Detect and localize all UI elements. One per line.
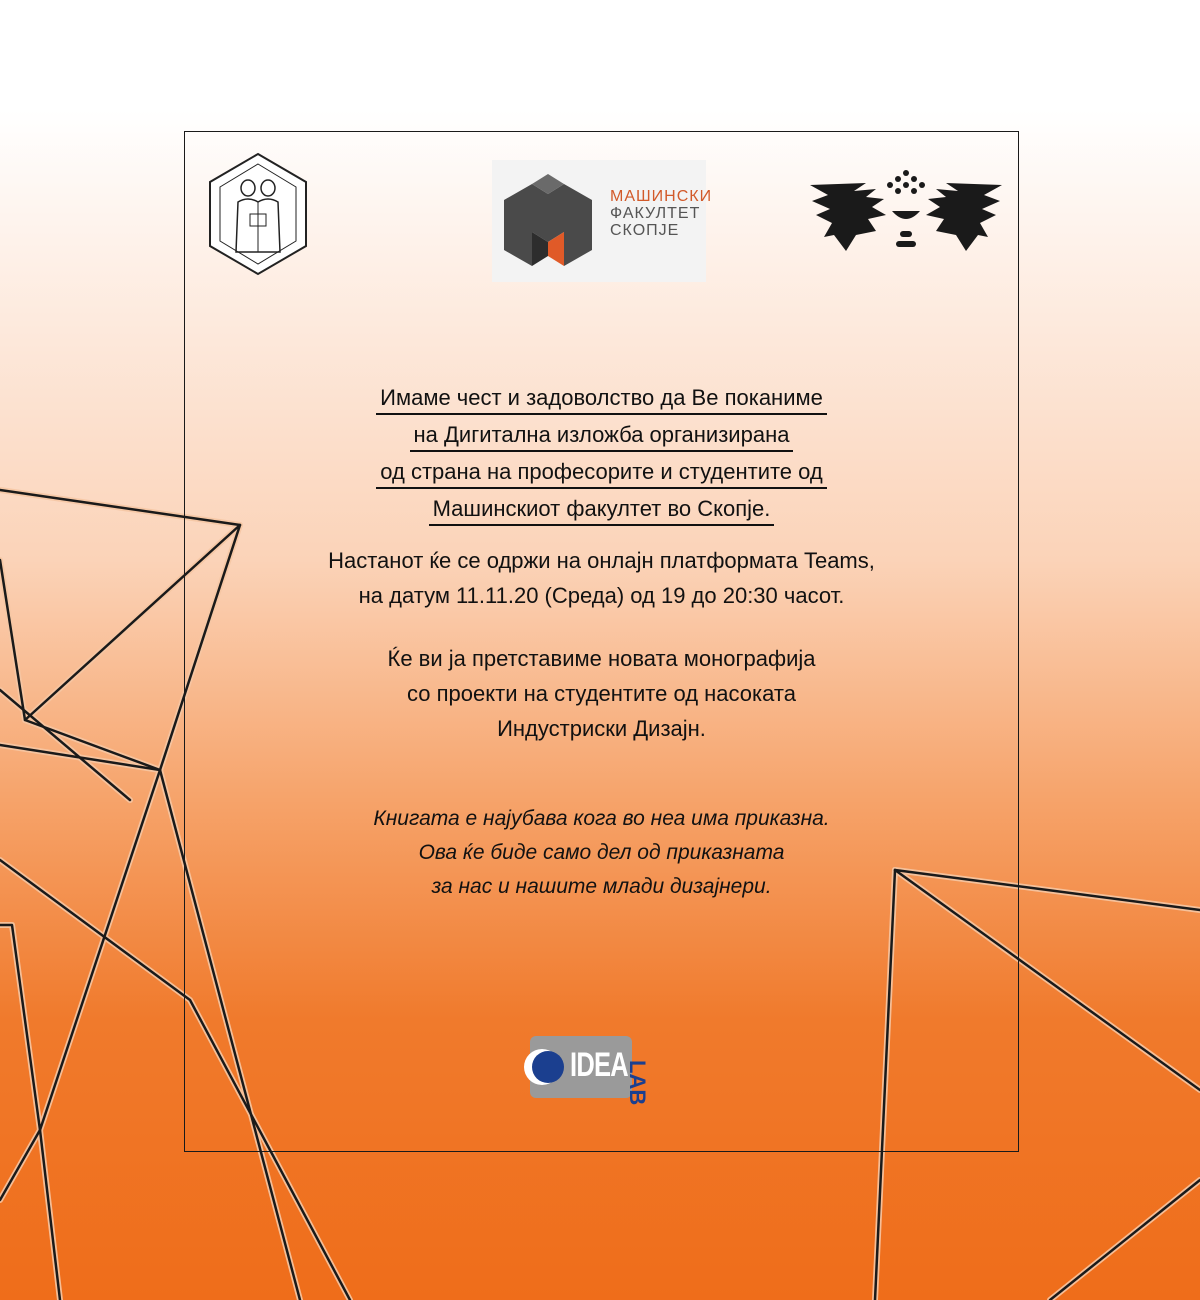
birds-ornament-icon [806,165,1006,255]
invitation-line: од страна на професорите и студентите од [376,457,827,489]
event-line: Настанот ќе се одржи на онлајн платформата Teams, [328,548,875,573]
faculty-logo [492,160,713,282]
faculty-name-line2: ФАКУЛТЕТ [610,205,701,222]
faculty-name-line3: СКОПЈЕ [610,222,680,239]
invitation-line: Машинскиот факултет во Скопје. [429,494,775,526]
event-line: на датум 11.11.20 (Среда) од 19 до 20:30 часот. [358,583,845,608]
invitation-line: на Дигитална изложба организирана [410,420,794,452]
idealab-word: IDEA [570,1046,628,1084]
monograph-line: со проекти на студентите од насоката [407,681,796,706]
monograph-text [184,641,1019,746]
quote-line: за нас и нашите млади дизајнери. [431,875,772,898]
monograph-line: Ќе ви ја претставиме новата монографија [387,646,816,671]
invitation-line: Имаме чест и задоволство да Ве поканиме [376,383,827,415]
university-seal-icon [206,152,310,276]
faculty-cube-icon [492,160,602,282]
monograph-line: Индустриски Дизајн. [497,716,706,741]
quote-line: Ова ќе биде само дел од приказната [418,841,785,864]
idealab-lab: LAB [625,1060,650,1106]
idealab-logo [522,1032,684,1106]
quote-line: Книгата е најубава кога во неа има приказна. [373,807,830,830]
faculty-name-line1: МАШИНСКИ [610,188,713,205]
invitation-text [184,380,1019,528]
event-details [184,543,1019,613]
quote-text [184,802,1019,904]
